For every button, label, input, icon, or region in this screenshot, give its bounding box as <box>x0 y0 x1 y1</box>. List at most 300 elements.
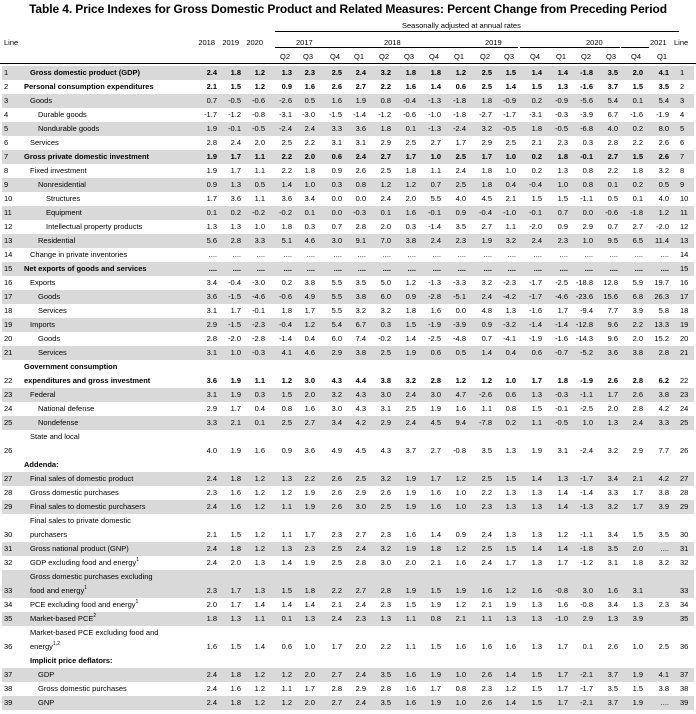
value-cell: 2.7 <box>430 446 441 455</box>
value-cell: 1.8 <box>481 180 492 189</box>
value-cell: -0.2 <box>252 208 265 217</box>
row-label <box>30 66 140 80</box>
table-row <box>2 682 694 696</box>
seasonal-label: Seasonally adjusted at annual rates <box>402 21 521 30</box>
table-row <box>2 500 694 514</box>
value-cell: 2.2 <box>304 474 315 483</box>
value-cell: 12.8 <box>603 278 618 287</box>
value-cell: 1.8 <box>281 222 292 231</box>
value-cell: 1.1 <box>281 502 292 511</box>
value-cell: 1.1 <box>531 418 542 427</box>
value-cell: 1.5 <box>405 600 416 609</box>
value-cell: 2.4 <box>481 558 492 567</box>
value-cell: 2.1 <box>206 530 217 539</box>
table-top-rule <box>0 63 696 64</box>
value-cell: 2.6 <box>331 488 342 497</box>
value-cell: 3.4 <box>304 194 315 203</box>
value-cell: 1.8 <box>230 544 241 553</box>
row-label-text: Services <box>30 138 59 147</box>
value-cell: 0.5 <box>455 348 466 357</box>
value-cell: 1.7 <box>632 502 643 511</box>
line-number: 39 <box>4 698 13 707</box>
value-cell: -1.5 <box>329 110 342 119</box>
value-cell: 2.2 <box>331 586 342 595</box>
value-cell: 1.5 <box>531 684 542 693</box>
value-cell: 1.8 <box>230 670 241 679</box>
value-cell: 0.8 <box>281 404 292 413</box>
value-cell: 3.5 <box>658 530 669 539</box>
value-cell: 3.8 <box>632 348 643 357</box>
value-cell: 19.7 <box>654 278 669 287</box>
value-cell: 1.2 <box>658 208 669 217</box>
value-cell: 3.0 <box>380 558 391 567</box>
value-cell: 2.2 <box>632 138 643 147</box>
value-cell: 2.8 <box>658 348 669 357</box>
value-cell: 1.8 <box>430 68 441 77</box>
line-number-right: 34 <box>680 600 689 609</box>
row-label <box>24 458 59 472</box>
value-cell: 1.4 <box>481 348 492 357</box>
value-cell: 0.4 <box>505 348 516 357</box>
value-cell: 2.5 <box>281 418 292 427</box>
line-number-right: 6 <box>680 138 685 147</box>
value-cell: 2.2 <box>607 166 618 175</box>
line-number-right: 30 <box>680 530 689 539</box>
value-cell: 1.9 <box>230 376 241 385</box>
value-cell: -1.1 <box>580 390 593 399</box>
value-cell: 3.5 <box>380 698 391 707</box>
value-cell: -3.1 <box>279 110 292 119</box>
value-cell: 3.0 <box>304 376 315 385</box>
value-cell: -7.8 <box>479 418 492 427</box>
value-cell: 1.7 <box>331 642 342 651</box>
value-cell: 8.0 <box>658 124 669 133</box>
value-cell: 1.3 <box>531 390 542 399</box>
value-cell: 15.6 <box>603 292 618 301</box>
row-label-text: GDP excluding food and energy <box>30 558 137 567</box>
value-cell: 1.7 <box>230 166 241 175</box>
value-cell: 2.4 <box>531 236 542 245</box>
value-cell: 1.9 <box>405 474 416 483</box>
table-row <box>2 612 694 626</box>
value-cell: 1.2 <box>254 82 265 91</box>
value-cell: 1.3 <box>557 474 568 483</box>
line-number: 34 <box>4 600 13 609</box>
row-label <box>38 346 67 360</box>
value-cell: 6.0 <box>380 292 391 301</box>
value-cell: 1.2 <box>254 698 265 707</box>
value-cell: 3.1 <box>206 306 217 315</box>
value-cell: -2.5 <box>428 334 441 343</box>
value-cell: 1.3 <box>505 614 516 623</box>
value-cell: 9.4 <box>455 418 466 427</box>
line-number: 10 <box>4 194 13 203</box>
value-cell: .... <box>208 264 217 273</box>
value-cell: 3.0 <box>331 404 342 413</box>
value-cell: .... <box>584 264 593 273</box>
line-number: 4 <box>4 110 9 119</box>
value-cell: 6.8 <box>632 292 643 301</box>
value-cell: 2.3 <box>206 488 217 497</box>
value-cell: 1.7 <box>481 152 492 161</box>
value-cell: 0.2 <box>632 180 643 189</box>
value-cell: 1.8 <box>380 124 391 133</box>
value-cell: -4.6 <box>555 292 568 301</box>
value-cell: -1.7 <box>503 110 516 119</box>
value-cell: 2.9 <box>632 446 643 455</box>
value-cell: 2.6 <box>481 698 492 707</box>
value-cell: 1.0 <box>582 418 593 427</box>
value-cell: -0.1 <box>529 208 542 217</box>
value-cell: 1.7 <box>557 698 568 707</box>
value-cell: 1.6 <box>455 404 466 413</box>
row-label-text: Addenda: <box>24 460 59 469</box>
value-cell: 1.1 <box>254 376 265 385</box>
value-cell: 2.4 <box>455 166 466 175</box>
value-cell: 1.5 <box>230 82 241 91</box>
table-row <box>2 206 694 220</box>
value-cell: 1.0 <box>455 488 466 497</box>
value-cell: 1.0 <box>557 180 568 189</box>
row-label-text: Durable goods <box>38 110 87 119</box>
value-cell: 0.1 <box>254 418 265 427</box>
value-cell: 3.6 <box>230 194 241 203</box>
value-cell: 2.4 <box>206 558 217 567</box>
value-cell: 0.7 <box>331 222 342 231</box>
value-cell: 1.9 <box>632 670 643 679</box>
value-cell: 1.7 <box>557 642 568 651</box>
value-cell: .... <box>559 264 568 273</box>
row-label <box>30 472 133 486</box>
value-cell: 0.9 <box>405 292 416 301</box>
value-cell: 4.5 <box>430 418 441 427</box>
value-cell: 1.7 <box>206 194 217 203</box>
value-cell: 1.1 <box>254 614 265 623</box>
value-cell: 1.0 <box>582 236 593 245</box>
value-cell: .... <box>457 250 466 259</box>
row-label-text: Gross national product (GNP) <box>30 544 129 553</box>
value-cell: 1.5 <box>230 530 241 539</box>
value-cell: 3.2 <box>505 236 516 245</box>
value-cell: 1.9 <box>405 586 416 595</box>
value-cell: 1.1 <box>405 614 416 623</box>
quarter-header: Q2 <box>479 52 490 61</box>
value-cell: 2.4 <box>481 530 492 539</box>
row-label-text: Federal <box>30 390 56 399</box>
value-cell: 1.7 <box>557 670 568 679</box>
line-number-right: 37 <box>680 670 689 679</box>
value-cell: -0.6 <box>252 96 265 105</box>
row-label-text: Gross domestic purchases <box>38 684 127 693</box>
value-cell: 2.5 <box>481 544 492 553</box>
value-cell: -0.4 <box>279 320 292 329</box>
value-cell: 2.7 <box>331 698 342 707</box>
value-cell: 0.0 <box>582 208 593 217</box>
line-number: 2 <box>4 82 9 91</box>
value-cell: -2.5 <box>555 278 568 287</box>
value-cell: -1.4 <box>353 110 366 119</box>
line-number: 11 <box>4 208 12 217</box>
value-cell: 2.5 <box>455 152 466 161</box>
value-cell: -0.7 <box>555 348 568 357</box>
row-label <box>38 682 127 696</box>
value-cell: -5.6 <box>580 96 593 105</box>
value-cell: 1.9 <box>430 670 441 679</box>
value-cell: -1.8 <box>453 96 466 105</box>
value-cell: 3.1 <box>380 404 391 413</box>
quarter-header: Q4 <box>329 52 340 61</box>
value-cell: 1.6 <box>531 586 542 595</box>
value-cell: 4.0 <box>607 124 618 133</box>
value-cell: -1.6 <box>630 110 643 119</box>
value-cell: .... <box>283 250 292 259</box>
value-cell: 1.3 <box>531 600 542 609</box>
value-cell: 2.6 <box>607 376 618 385</box>
value-cell: 4.3 <box>355 404 366 413</box>
value-cell: -18.8 <box>575 278 593 287</box>
value-cell: 0.3 <box>254 390 265 399</box>
value-cell: 1.7 <box>230 306 241 315</box>
value-cell: 0.8 <box>355 180 366 189</box>
value-cell: 5.5 <box>331 278 342 287</box>
value-cell: 3.3 <box>331 124 342 133</box>
value-cell: 2.0 <box>632 544 643 553</box>
value-cell: 1.1 <box>405 642 416 651</box>
quarter-header: Q4 <box>428 52 439 61</box>
value-cell: 1.2 <box>281 698 292 707</box>
value-cell: 1.5 <box>505 68 516 77</box>
value-cell: 3.8 <box>658 390 669 399</box>
value-cell: 2.8 <box>355 558 366 567</box>
row-label <box>30 570 153 598</box>
value-cell: 3.2 <box>607 502 618 511</box>
value-cell: 9.1 <box>355 236 366 245</box>
value-cell: -0.9 <box>555 96 568 105</box>
value-cell: 0.6 <box>455 82 466 91</box>
table-row <box>2 290 694 304</box>
value-cell: 3.9 <box>632 614 643 623</box>
value-cell: -0.5 <box>555 124 568 133</box>
value-cell: 0.4 <box>505 180 516 189</box>
value-cell: .... <box>256 250 265 259</box>
value-cell: 13.3 <box>654 320 669 329</box>
value-cell: .... <box>483 250 492 259</box>
value-cell: 3.9 <box>658 502 669 511</box>
value-cell: 0.7 <box>430 180 441 189</box>
value-cell: 1.3 <box>505 502 516 511</box>
value-cell: 1.6 <box>405 530 416 539</box>
value-cell: -4.2 <box>503 292 516 301</box>
value-cell: 2.0 <box>380 222 391 231</box>
value-cell: 2.2 <box>481 488 492 497</box>
value-cell: 3.8 <box>380 376 391 385</box>
value-cell: 1.2 <box>481 376 492 385</box>
value-cell: .... <box>407 264 416 273</box>
value-cell: 1.5 <box>281 390 292 399</box>
value-cell: 1.1 <box>281 684 292 693</box>
row-label-text: Personal consumption expenditures <box>24 82 154 91</box>
value-cell: 0.4 <box>304 334 315 343</box>
value-cell: 1.4 <box>557 488 568 497</box>
table-row <box>2 556 694 570</box>
value-cell: 1.8 <box>230 68 241 77</box>
value-cell: 0.1 <box>380 208 391 217</box>
value-cell: 2.4 <box>331 614 342 623</box>
line-number: 21 <box>4 348 13 357</box>
row-label-text: GNP <box>38 698 55 707</box>
value-cell: 2.1 <box>206 82 217 91</box>
value-cell: 2.6 <box>481 670 492 679</box>
value-cell: .... <box>256 264 265 273</box>
value-cell: 3.4 <box>607 530 618 539</box>
value-cell: 2.8 <box>206 138 217 147</box>
value-cell: 2.3 <box>304 544 315 553</box>
value-cell: 2.3 <box>557 236 568 245</box>
row-label <box>24 360 150 388</box>
value-cell: 1.4 <box>531 68 542 77</box>
value-cell: -1.5 <box>228 320 241 329</box>
line-number: 36 <box>4 642 13 651</box>
value-cell: 1.2 <box>505 684 516 693</box>
value-cell: 4.1 <box>658 670 669 679</box>
value-cell: -1.3 <box>428 124 441 133</box>
value-cell: 2.6 <box>331 502 342 511</box>
value-cell: 1.1 <box>254 194 265 203</box>
line-number-right: 36 <box>680 642 689 651</box>
quarter-header: Q1 <box>453 52 464 61</box>
value-cell: -0.3 <box>353 208 366 217</box>
value-cell: 1.8 <box>206 614 217 623</box>
value-cell: 0.7 <box>481 334 492 343</box>
value-cell: 2.4 <box>355 152 366 161</box>
value-cell: 1.3 <box>632 600 643 609</box>
value-cell: 3.4 <box>206 278 217 287</box>
row-label <box>46 206 82 220</box>
value-cell: 3.2 <box>405 376 416 385</box>
row-label <box>38 290 60 304</box>
line-number-right: 10 <box>680 194 689 203</box>
value-cell: 0.1 <box>582 642 593 651</box>
value-cell: -1.4 <box>555 320 568 329</box>
value-cell: 5.4 <box>607 96 618 105</box>
value-cell: 3.7 <box>607 670 618 679</box>
value-cell: 1.8 <box>281 306 292 315</box>
value-cell: -1.6 <box>580 82 593 91</box>
table-row <box>2 234 694 248</box>
row-label-text: Change in private inventories <box>30 250 128 259</box>
value-cell: -1.8 <box>580 544 593 553</box>
line-number: 19 <box>4 320 13 329</box>
value-cell: .... <box>660 698 669 707</box>
value-cell: 1.6 <box>505 642 516 651</box>
row-label-text: Market-based PCE <box>30 614 94 623</box>
value-cell: -0.8 <box>580 600 593 609</box>
value-cell: 0.6 <box>505 390 516 399</box>
value-cell: 2.0 <box>405 558 416 567</box>
line-number: 22 <box>4 376 13 385</box>
value-cell: 0.5 <box>607 194 618 203</box>
value-cell: 4.1 <box>281 348 292 357</box>
value-cell: 1.9 <box>455 586 466 595</box>
value-cell: -2.6 <box>279 96 292 105</box>
value-cell: -1.1 <box>580 194 593 203</box>
value-cell: 1.2 <box>405 180 416 189</box>
value-cell: 1.2 <box>455 544 466 553</box>
value-cell: 4.9 <box>304 292 315 301</box>
value-cell: 5.0 <box>380 278 391 287</box>
value-cell: -0.1 <box>580 152 593 161</box>
line-number: 26 <box>4 446 13 455</box>
value-cell: 2.8 <box>230 236 241 245</box>
value-cell: 2.7 <box>355 530 366 539</box>
table-row <box>2 332 694 346</box>
value-cell: 2.0 <box>632 334 643 343</box>
value-cell: 1.3 <box>505 446 516 455</box>
value-cell: 1.9 <box>230 390 241 399</box>
value-cell: 2.4 <box>405 418 416 427</box>
value-cell: -0.1 <box>428 208 441 217</box>
value-cell: 3.8 <box>355 292 366 301</box>
value-cell: 4.3 <box>331 376 342 385</box>
row-label-text: Gross domestic purchases excluding <box>30 572 153 581</box>
row-label <box>30 388 55 402</box>
value-cell: .... <box>507 250 516 259</box>
line-number-right: 32 <box>680 558 689 567</box>
value-cell: 2.8 <box>355 222 366 231</box>
value-cell: 2.5 <box>281 138 292 147</box>
value-cell: 0.1 <box>607 180 618 189</box>
row-label <box>30 556 139 570</box>
line-number: 25 <box>4 418 13 427</box>
row-label <box>46 220 142 234</box>
table-row <box>2 430 694 458</box>
value-cell: 3.5 <box>607 684 618 693</box>
value-cell: 2.3 <box>380 600 391 609</box>
line-number-right: 23 <box>680 390 689 399</box>
value-cell: 1.5 <box>632 152 643 161</box>
value-cell: 2.0 <box>607 404 618 413</box>
value-cell: 1.6 <box>430 306 441 315</box>
value-cell: 2.7 <box>304 418 315 427</box>
table-row <box>2 402 694 416</box>
value-cell: .... <box>333 250 342 259</box>
value-cell: 2.5 <box>331 544 342 553</box>
value-cell: 1.1 <box>481 404 492 413</box>
value-cell: -1.7 <box>204 110 217 119</box>
value-cell: 1.2 <box>254 684 265 693</box>
line-number-right: 3 <box>680 96 685 105</box>
value-cell: 1.3 <box>281 544 292 553</box>
value-cell: 4.7 <box>455 390 466 399</box>
value-cell: 0.6 <box>430 348 441 357</box>
value-cell: 3.1 <box>355 138 366 147</box>
year-group-header: 2021 <box>650 38 667 47</box>
line-number-right: 14 <box>680 250 689 259</box>
row-label <box>38 234 75 248</box>
table-row <box>2 122 694 136</box>
value-cell: 3.7 <box>405 446 416 455</box>
value-cell: 3.4 <box>331 418 342 427</box>
row-label <box>30 136 59 150</box>
value-cell: 3.4 <box>607 474 618 483</box>
value-cell: 3.8 <box>658 488 669 497</box>
value-cell: .... <box>559 250 568 259</box>
value-cell: -1.3 <box>580 502 593 511</box>
value-cell: 1.1 <box>481 614 492 623</box>
line-number-right: 28 <box>680 488 689 497</box>
value-cell: 1.0 <box>230 348 241 357</box>
value-cell: 2.3 <box>481 502 492 511</box>
